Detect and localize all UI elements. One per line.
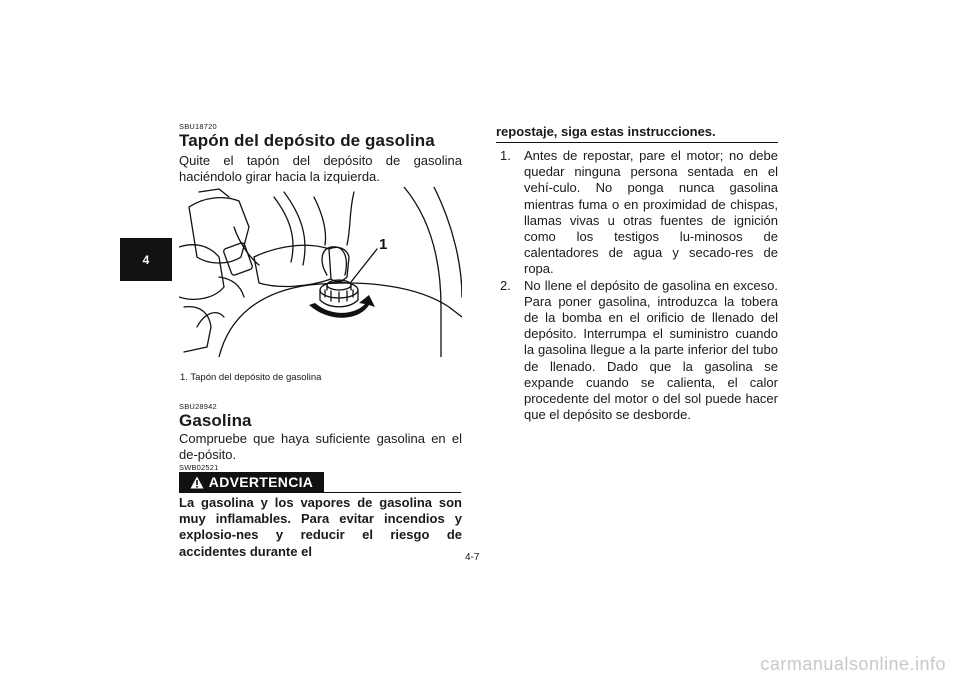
warning-badge <box>179 472 324 492</box>
list-item-number: 2. <box>500 277 511 293</box>
page-number: 4-7 <box>465 552 480 563</box>
warning-label: ADVERTENCIA <box>208 474 314 490</box>
instructions-list <box>496 148 778 423</box>
warning-text: La gasolina y los vapores de gasolina son muy inflamables. Para evitar incendios y explosio-nes y reducir el riesgo de accidentes durante el <box>179 495 462 559</box>
figure-callout-1: 1 <box>379 236 388 253</box>
section-code: SBU18720 <box>179 122 217 131</box>
figure-caption: 1. Tapón del depósito de gasolina <box>180 372 322 383</box>
list-item <box>496 278 778 424</box>
list-item-text: No llene el depósito de gasolina en exceso. Para poner gasolina, introduzca la tobera de la bomba en el orificio de llenado del depósito. Interrumpa el suministro cuando la gasolina llegue a la parte inferior del tubo de llenado. Dado que la gasolina se expande cuando se calienta, el calor procedente del motor o del sol puede hacer que el depósito se desborde. <box>524 277 778 423</box>
watermark: carmanualsonline.info <box>760 654 946 674</box>
section-code: SBU28942 <box>179 402 217 411</box>
section-body-fuel-cap: Quite el tapón del depósito de gasolina haciéndolo girar hacia la izquierda. <box>179 153 462 185</box>
list-item <box>496 148 778 278</box>
section-title-fuel-cap: Tapón del depósito de gasolina <box>179 131 435 150</box>
warning-code: SWB02521 <box>179 463 219 472</box>
list-item-number: 1. <box>500 148 511 163</box>
section-body-gasoline: Compruebe que haya suficiente gasolina en el de-pósito. <box>179 431 462 463</box>
warning-continued: repostaje, siga estas instrucciones. <box>496 124 778 143</box>
warning-header <box>179 472 461 493</box>
list-item-text: Antes de repostar, pare el motor; no debe quedar ninguna persona sentada en el vehí-culo. No ponga nunca gasolina mientras fuma o en proximidad de chispas, llamas vivas u otras fuentes de ignición como los testigos lu-minosos de calentadores de agua y secado-res de ropa. <box>524 148 778 277</box>
fuel-cap-drawing <box>179 187 462 357</box>
fuel-cap-illustration <box>179 187 462 357</box>
section-title-gasoline: Gasolina <box>179 411 252 430</box>
warning-triangle-icon <box>190 476 204 489</box>
chapter-tab: 4 <box>120 238 172 281</box>
